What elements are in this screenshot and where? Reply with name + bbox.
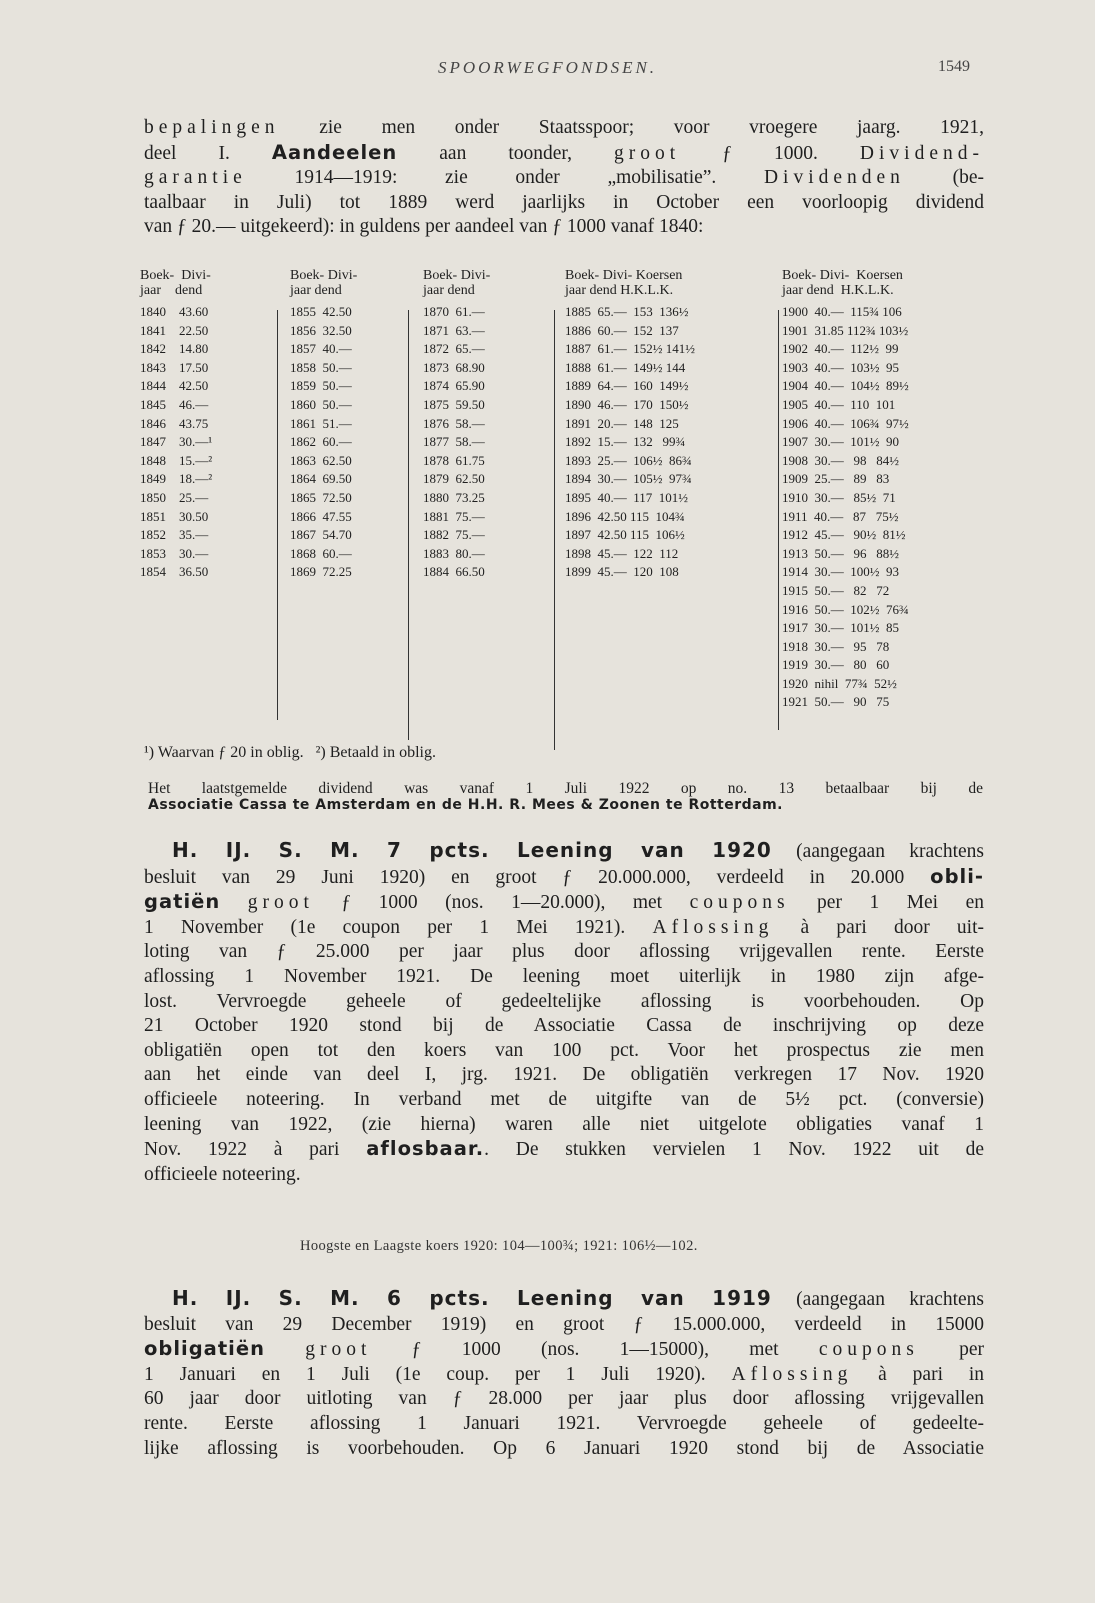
intro-line: taalbaar in Juli) tot 1889 werd jaarlijks in October een voorloopig dividend [144,191,984,213]
table-row: 1912 45.— 90½ 81½ [782,527,906,543]
table-row: 1920 nihil 77¾ 52½ [782,675,897,691]
table-row: 1849 18.—² [140,471,213,487]
table-row: 1888 61.— 149½ 144 [565,359,686,375]
table-row: 1903 40.— 103½ 95 [782,359,899,375]
table-row: 1917 30.— 101½ 85 [782,620,899,636]
loan-1920-paragraph [144,838,984,1187]
table-column-3 [423,268,490,582]
loan-1920-line: gatiën groot ƒ 1000 (nos. 1—20.000), met coupons per 1 Mei en [144,890,984,914]
loan-1919-line: besluit van 29 December 1919) en groot ƒ 15.000.000, verdeeld in 15000 [144,1313,984,1335]
table-row: 1919 30.— 80 60 [782,657,890,673]
column-divider [408,310,409,740]
loan-1919-line: lijke aflossing is voorbehouden. Op 6 Januari 1920 stond bij de Associatie [144,1437,984,1459]
column-divider [277,310,278,720]
table-row: 1882 75.— [423,527,485,543]
dividend-note-line: Het laatstgemelde dividend was vanaf 1 Juli 1922 op no. 13 betaalbaar bij de [148,780,983,797]
table-row: 1840 43.60 [140,304,209,319]
table-row: 1869 72.25 [290,564,352,580]
table-row: 1907 30.— 101½ 90 [782,434,899,450]
table-row: 1873 68.90 [423,359,485,375]
table-row: 1909 25.— 89 83 [782,471,890,487]
column-header-line: Boek- Divi- [290,268,358,283]
table-row: 1851 30.50 [140,508,209,524]
loan-1920-line: leening van 1922, (zie hierna) waren alle niet uitgelote obligaties vanaf 1 [144,1113,984,1135]
table-row: 1914 30.— 100½ 93 [782,564,899,580]
loan-1920-line: loting van ƒ 25.000 per jaar plus door aflossing vrijgevallen rente. Eerste [144,941,984,963]
intro-line: deel I. Aandeelen aan toonder, groot ƒ 1000. Dividend- [144,140,984,164]
column-header-line: jaar dend H.K.L.K. [565,283,674,298]
table-column-5 [782,268,909,712]
table-row: 1858 50.— [290,359,352,375]
table-row: 1901 31.85 112¾ 103½ [782,322,909,338]
table-row: 1916 50.— 102½ 76¾ [782,601,909,617]
loan-1919-line: H. IJ. S. M. 6 pcts. Leening van 1919 (aangegaan krachtens [172,1286,985,1310]
table-row: 1848 15.—² [140,452,213,468]
table-row: 1877 58.— [423,434,485,450]
intro-line: van ƒ 20.— uitgekeerd): in guldens per aandeel van ƒ 1000 vanaf 1840: [144,216,704,238]
table-row: 1867 54.70 [290,527,352,543]
column-divider [778,310,779,730]
column-header [290,268,357,298]
table-row: 1883 80.— [423,545,485,561]
table-row: 1864 69.50 [290,471,352,487]
loan-1920-line: H. IJ. S. M. 7 pcts. Leening van 1920 (aangegaan krachtens [172,838,985,862]
intro-line: bepalingen zie men onder Staatsspoor; voor vroegere jaarg. 1921, [144,117,984,138]
column-header-line: Boek- Divi- [423,268,491,283]
column-header [423,268,490,298]
table-row: 1847 30.—¹ [140,434,213,450]
footnote-2: ²) Betaald in oblig. [315,744,436,761]
column-header-line: Boek- Divi- [140,268,211,283]
table-row: 1854 36.50 [140,564,209,580]
table-row: 1865 72.50 [290,489,352,505]
table-row: 1850 25.— [140,489,209,505]
loan-1920-line: Nov. 1922 à pari aflosbaar.. De stukken vervielen 1 Nov. 1922 uit de [144,1137,985,1161]
loan-1920-line: besluit van 29 Juni 1920) en groot ƒ 20.000.000, verdeeld in 20.000 obli- [144,864,984,888]
table-row: 1853 30.— [140,545,209,561]
loan-1920-line: aan het einde van deel I, jrg. 1921. De obligatiën verkregen 17 Nov. 1920 [144,1064,984,1086]
loan-1920-line: aflossing 1 November 1921. De leening moet uiterlijk in 1980 zijn afge- [144,965,984,987]
column-header-line: jaar dend [290,283,342,298]
table-row: 1887 61.— 152½ 141½ [565,341,695,357]
table-row: 1870 61.— [423,304,485,319]
running-title: SPOORWEGFONDSEN. [437,58,658,77]
table-row: 1913 50.— 96 88½ [782,545,899,561]
loan-1920-heading: H. IJ. S. M. 7 pcts. Leening van 1920 [172,838,772,862]
page-number: 1549 [938,58,970,75]
table-column-2 [290,268,357,582]
table-row: 1857 40.— [290,341,352,357]
table-row: 1891 20.— 148 125 [565,415,679,431]
table-row: 1905 40.— 110 101 [782,396,896,412]
table-row: 1845 46.— [140,396,209,412]
column-header-line: jaar dend H.K.L.K. [782,283,894,298]
table-row: 1918 30.— 95 78 [782,638,890,654]
intro-paragraph [144,116,984,240]
table-row: 1878 61.75 [423,452,485,468]
column-header [140,268,212,298]
table-row: 1881 75.— [423,508,485,524]
table-row: 1902 40.— 112½ 99 [782,341,899,357]
table-row: 1911 40.— 87 75½ [782,508,899,524]
table-column-1 [140,268,212,582]
dividend-table [140,268,985,748]
table-row: 1880 73.25 [423,489,485,505]
column-header-line: Boek- Divi- Koersen [565,268,683,283]
table-row: 1892 15.— 132 99¾ [565,434,686,450]
table-row: 1861 51.— [290,415,352,431]
table-row: 1841 22.50 [140,322,209,338]
table-row: 1872 65.— [423,341,485,357]
table-row: 1871 63.— [423,322,485,338]
column-header [565,268,695,298]
table-row: 1910 30.— 85½ 71 [782,489,896,505]
table-row: 1894 30.— 105½ 97¾ [565,471,692,487]
table-row: 1856 32.50 [290,322,352,338]
loan-1920-line: lost. Vervroegde geheele of gedeeltelijke aflossing is voorbehouden. Op [144,990,984,1012]
table-row: 1890 46.— 170 150½ [565,396,689,412]
loan-1919-paragraph [144,1286,984,1461]
loan-1920-line: 1 November (1e coupon per 1 Mei 1921). Aflossing à pari door uit- [144,916,984,938]
table-row: 1899 45.— 120 108 [565,564,679,580]
table-row: 1852 35.— [140,527,209,543]
loan-1919-line: 1 Januari en 1 Juli (1e coup. per 1 Juli 1920). Aflossing à pari in [144,1363,985,1385]
table-row: 1846 43.75 [140,415,209,431]
table-row: 1863 62.50 [290,452,352,468]
koers-line: Hoogste en Laagste koers 1920: 104—100¾; 1921: 106½—102. [300,1238,698,1254]
table-row: 1855 42.50 [290,304,352,319]
table-row: 1859 50.— [290,378,352,394]
table-row: 1908 30.— 98 84½ [782,452,899,468]
table-row: 1900 40.— 115¾ 106 [782,304,902,319]
column-header-line: Boek- Divi- Koersen [782,268,903,283]
table-footnotes [144,744,436,762]
table-row: 1889 64.— 160 149½ [565,378,689,394]
table-row: 1843 17.50 [140,359,209,375]
loan-1919-line: 60 jaar door uitloting van ƒ 28.000 per jaar plus door aflossing vrijgevallen [144,1388,984,1410]
table-row: 1915 50.— 82 72 [782,582,890,598]
dividend-note [148,780,983,814]
table-row: 1884 66.50 [423,564,485,580]
loan-1920-line: officieele noteering. [144,1163,301,1185]
table-row: 1842 14.80 [140,341,209,357]
dividend-note-bold-line: Associatie Cassa te Amsterdam en de H.H. R. Mees & Zoonen te Rotterdam. [148,797,783,813]
table-row: 1874 65.90 [423,378,485,394]
table-row: 1886 60.— 152 137 [565,322,679,338]
table-row: 1866 47.55 [290,508,352,524]
table-row: 1921 50.— 90 75 [782,694,890,710]
table-row: 1876 58.— [423,415,485,431]
loan-1920-line: 21 October 1920 stond bij de Associatie Cassa de inschrijving op deze [144,1015,984,1037]
table-row: 1879 62.50 [423,471,485,487]
table-column-4 [565,268,695,582]
loan-1920-line: obligatiën open tot den koers van 100 pct. Voor het prospectus zie men [144,1039,984,1061]
loan-1920-line: officieele noteering. In verband met de uitgifte van de 5½ pct. (conversie) [144,1088,984,1110]
table-row: 1896 42.50 115 104¾ [565,508,685,524]
table-row: 1875 59.50 [423,396,485,412]
loan-1919-heading: H. IJ. S. M. 6 pcts. Leening van 1919 [172,1286,772,1310]
intro-line: garantie 1914—1919: zie onder „mobilisatie”. Dividenden (be- [144,167,984,189]
table-row: 1868 60.— [290,545,352,561]
loan-1919-line: rente. Eerste aflossing 1 Januari 1921. Vervroegde geheele of gedeelte- [144,1412,984,1434]
table-row: 1893 25.— 106½ 86¾ [565,452,692,468]
table-row: 1904 40.— 104½ 89½ [782,378,909,394]
column-divider [554,310,555,750]
table-row: 1895 40.— 117 101½ [565,489,689,505]
column-header [782,268,909,298]
table-row: 1906 40.— 106¾ 97½ [782,415,909,431]
table-row: 1897 42.50 115 106½ [565,527,685,543]
table-row: 1898 45.— 122 112 [565,545,679,561]
table-row: 1860 50.— [290,396,352,412]
loan-1919-line: obligatiën groot ƒ 1000 (nos. 1—15000), met coupons per [144,1337,984,1361]
column-header-line: jaar dend [140,283,203,298]
table-row: 1885 65.— 153 136½ [565,304,689,319]
table-row: 1862 60.— [290,434,352,450]
footnote-1: ¹) Waarvan ƒ 20 in oblig. [144,744,304,761]
table-row: 1844 42.50 [140,378,209,394]
column-header-line: jaar dend [423,283,475,298]
